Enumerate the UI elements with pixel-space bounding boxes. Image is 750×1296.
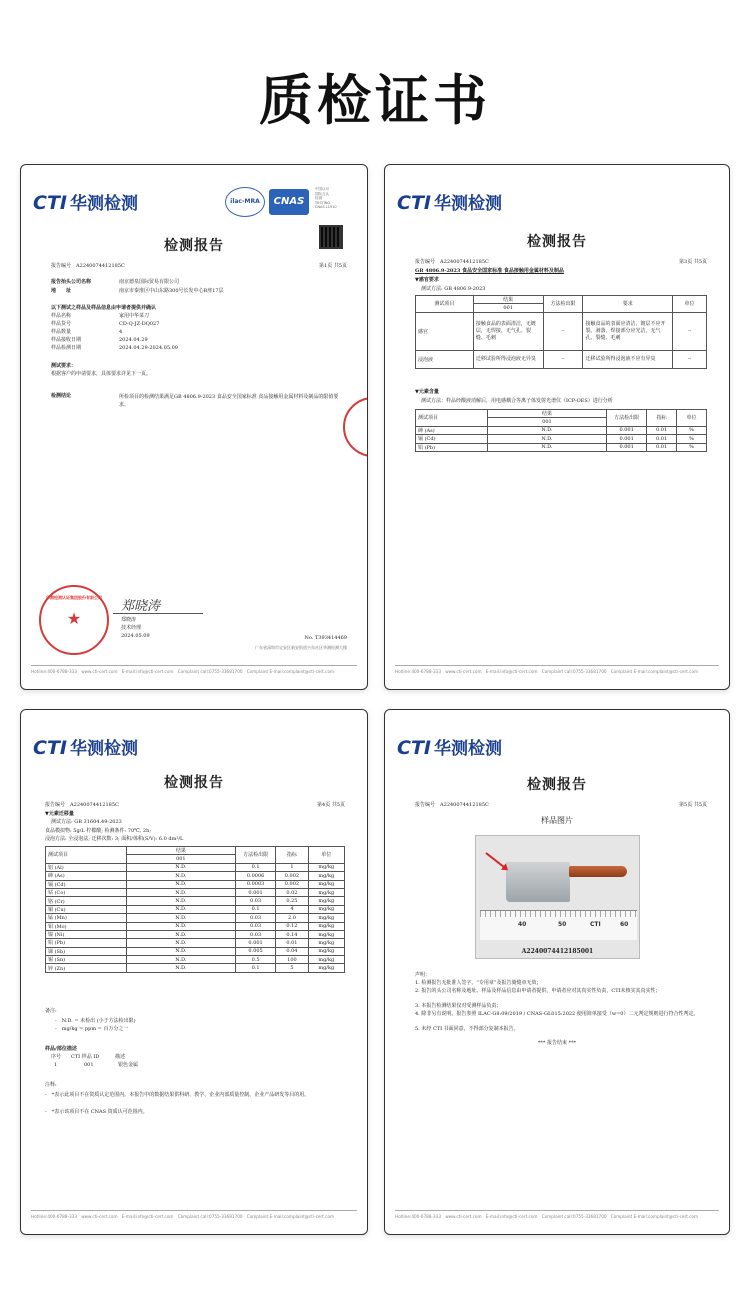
page-indicator: 第3页 共5页 [679, 259, 707, 265]
page-title: 质检证书 [259, 69, 491, 132]
part-table-header: 序号 CTI 样品 ID 描述 [51, 1054, 126, 1060]
table-row: 钼 (Mo) N.D. 0.03 0.12 mg/kg [46, 922, 345, 930]
statement-item: 2. 报告的头公司名称及地址、样品及样品信息由申请者提供，申请者应对其真实性负责，CTI未核实其真实性； [415, 988, 661, 994]
table-row: 铅 (Pb) N.D. 0.001 0.01 mg/kg [46, 939, 345, 947]
remark: - *表示此项目不在资质认定范围内。本报告中的数据结果供科研、教学、企业内部质量控制、企业产品研发等目的用。 [45, 1092, 310, 1098]
remark-label: 注释: [45, 1082, 57, 1088]
table-row: 铜 (Cu) N.D. 0.1 4 mg/kg [46, 905, 345, 913]
signer-name: 郑晓涛 [121, 617, 137, 623]
certificate-page-5[interactable] [384, 709, 730, 1235]
table-row: 砷 (As) N.D. 0.001 0.01 % [416, 426, 707, 434]
certificate-page-4[interactable] [20, 709, 368, 1235]
statement-item: 1. 检测报告无批准人签字、“专用章”及报告骑缝章无效； [415, 980, 542, 986]
company-address: 广东省深圳市宝安区新安街道兴东社区华测检测大楼 [255, 645, 347, 650]
report-title: 检测报告 [527, 234, 587, 250]
knife-blade-icon [506, 862, 570, 902]
cti-logo: CTI 华测检测 [397, 737, 502, 759]
photo-caption: A2240074412185001 [521, 948, 594, 955]
table-row: 镉 (Cd) N.D. 0.0003 0.002 mg/kg [46, 880, 345, 888]
client-row: 报告抬头公司名称 南京德泉国际贸易有限公司 [51, 279, 180, 285]
signature: 郑晓涛 [121, 599, 161, 614]
photo-title: 样品图片 [541, 816, 573, 825]
page-indicator: 第4页 共5页 [317, 802, 345, 808]
ilac-mra-logo: ilac-MRA [225, 187, 265, 217]
table-row: 感官 接触食品的表面清洁，无镀层，无焊接，无气孔、裂缝、毛刺 -- 接触食品的表面应清洁，镀层不应开裂、剥落，焊接部分应光洁，无气孔、裂缝、毛刺 -- [416, 312, 707, 350]
cti-logo-cn: 华测检测 [69, 194, 138, 214]
certificate-page-1[interactable] [20, 164, 368, 690]
sample-photo [475, 835, 640, 959]
sample-row: 样品数量 4 [51, 329, 123, 335]
report-number: 报告编号 A2240074412185C [415, 802, 489, 808]
cti-logo: CTI 华测检测 [397, 192, 502, 214]
cti-logo: CTI 华测检测 [33, 737, 138, 759]
remark: - *表示该项目不在 CNAS 资质认可范围内。 [45, 1109, 148, 1115]
report-title: 检测报告 [164, 238, 224, 254]
report-footer: Hotline:400-6788-333 www.cti-cert.com E-mail:info@cti-cert.com Complaint call:0755-33681700 Complaint E-mail:complaint@cti-cert.com [395, 665, 719, 675]
table-row: 铬 (Cr) N.D. 0.03 0.25 mg/kg [46, 897, 345, 905]
statement-item: 4. 除非另有说明，报告参照 ILAC-G8:09/2019 / CNAS-GL015:2022 使用简单接受（w=0）二元判定规则进行符合性判定。 [415, 1011, 699, 1017]
cti-logo-text: CTI [33, 192, 67, 214]
statement-item: 5. 未经 CTI 书面同意，不得部分复制本报告。 [415, 1026, 519, 1032]
table-row: 镍 (Ni) N.D. 0.03 0.14 mg/kg [46, 930, 345, 938]
section-method: 测试方法: GB 4806.9-2023 [421, 286, 486, 292]
note: - N.D. = 未检出 (小于方法检出限) [55, 1018, 136, 1024]
signer-title: 技术经理 [121, 625, 142, 631]
knife-handle-icon [569, 866, 627, 877]
section-migration: ▼元素迁移量 [45, 811, 74, 817]
table-row: 镉 (Cd) N.D. 0.001 0.01 % [416, 435, 707, 443]
standard-line: GB 4806.9-2023 食品安全国家标准 食品接触用金属材料及制品 [415, 268, 564, 274]
table-row: 钴 (Co) N.D. 0.001 0.02 mg/kg [46, 888, 345, 896]
report-title: 检测报告 [527, 777, 587, 793]
table-row: 锰 (Mn) N.D. 0.03 2.0 mg/kg [46, 914, 345, 922]
cnas-note: 中国认可 国际互认 检测 TESTING CNAS L1910 [315, 187, 337, 210]
elements-table: 测试项目 结果 方法检出限 指标 单位 001 砷 (As) N.D. 0.001 0.01 % 镉 (Cd) N.D. 0.001 0.01 % 铅 (Pb) N.D. 0.001 0.01 % [415, 409, 707, 452]
page-indicator: 第5页 共5页 [679, 802, 707, 808]
part-description-head: 样品/部位描述 [45, 1046, 77, 1052]
note: - mg/kg = ppm = 百万分之一 [55, 1026, 129, 1032]
table-row: 锡 (Sn) N.D. 0.5 100 mg/kg [46, 956, 345, 964]
company-seal-icon: 华测检测认证集团股份有限公司 ★ [39, 585, 109, 655]
sample-row: 样品接收日期 2024.04.29 [51, 337, 148, 343]
sample-row: 样品货号 CD-Q-JZ-DQ027 [51, 321, 160, 327]
table-row: 锑 (Sb) N.D. 0.005 0.04 mg/kg [46, 947, 345, 955]
report-number: 报告编号 A2240074412185C [415, 259, 489, 265]
conclusion-value: 所检项目的检测结果满足GB 4806.9-2023 食品安全国家标准 食品接触用金属材料及制品的限值要求。 [119, 394, 339, 408]
request-value: 根据客户的申请要求，具体要求详见下一页。 [51, 371, 152, 377]
address-row: 地 址 南京市秦淮区中山东路300号长发中心B座17层 [51, 288, 224, 294]
accreditation-logos [225, 187, 345, 217]
serial-number: No. T393414469 [304, 635, 347, 641]
part-table-row: 1 001 银色金属 [54, 1062, 139, 1068]
test-condition: 食品模拟物: 5g/L 柠檬酸; 检测条件: 70℃, 2h; [45, 828, 152, 834]
pointer-arrow-icon [485, 852, 507, 870]
report-number: 报告编号 A2240074412185C [51, 263, 125, 269]
table-row: 铅 (Pb) N.D. 0.001 0.01 % [416, 443, 707, 451]
report-title: 检测报告 [164, 775, 224, 791]
section-method: 测试方法: GB 31604.49-2023 [51, 819, 122, 825]
request-label: 测试要求： [51, 363, 77, 369]
cnas-logo: CNAS [269, 189, 309, 215]
section-method: 测试方法：样品经酸液消解后，用电感耦合等离子体发射光谱仪（ICP-OES）进行分析 [421, 398, 613, 404]
table-row: 锌 (Zn) N.D. 0.1 5 mg/kg [46, 964, 345, 972]
sample-intro: 以下测试之样品及样品信息由申请者提供并确认 [51, 305, 157, 311]
table-row: 浸泡液 迁移试验所得浸泡液无异臭 -- 迁移试验所得浸泡液不应有异臭 -- [416, 350, 707, 368]
sensory-table: 测试项目 结果 方法检出限 要求 单位 001 感官 接触食品的表面清洁，无镀层，无焊接，无气孔、裂缝、毛刺 -- 接触食品的表面应清洁，镀层不应开裂、剥落，焊接部分应光洁，无气孔、裂缝、毛刺 -- 浸泡液 迁移试验所得浸泡液无异臭 -- 迁移试验所得浸泡液不应有异臭 -- [415, 295, 707, 369]
report-footer: Hotline:400-6788-333 www.cti-cert.com E-mail:info@cti-cert.com Complaint call:0755-33681700 Complaint E-mail:complaint@cti-cert.com [395, 1210, 719, 1220]
section-sensory: ▼感官要求 [415, 277, 439, 283]
notes-label: 备注: [45, 1008, 57, 1014]
sample-row: 样品检测日期 2024.04.29-2024.05.09 [51, 345, 178, 351]
page-seal-edge-icon [343, 397, 368, 457]
sign-date: 2024.05.09 [121, 633, 150, 639]
report-footer: Hotline:400-6788-333 www.cti-cert.com E-mail:info@cti-cert.com Complaint call:0755-33681700 Complaint E-mail:complaint@cti-cert.com [31, 665, 357, 675]
certificate-page-3[interactable] [384, 164, 730, 690]
report-number: 报告编号 A2240074412185C [45, 802, 119, 808]
ruler-icon: 40 50 CTI 60 [480, 910, 637, 940]
section-elements: ▼元素含量 [415, 389, 439, 395]
report-end: *** 报告结束 *** [537, 1040, 577, 1046]
report-footer: Hotline:400-6788-333 www.cti-cert.com E-mail:info@cti-cert.com Complaint call:0755-33681700 Complaint E-mail:complaint@cti-cert.com [31, 1210, 357, 1220]
table-row: 铝 (Al) N.D. 0.1 1 mg/kg [46, 863, 345, 871]
statement-label: 声明： [415, 972, 431, 978]
conclusion-label: 检测结论 [51, 393, 72, 399]
page-indicator: 第1页 共5页 [319, 263, 347, 269]
cti-logo [33, 189, 138, 214]
migration-table: 测试项目 结果 方法检出限 指标 单位 001 铝 (Al) N.D. 0.1 1 mg/kg 砷 (As) N.D. 0.0006 0.002 mg/kg 镉 (Cd) N.D. 0.0003 0.002 mg/kg 钴 (Co) N.D. 0.001 0.02 mg/kg 铬 (Cr) N.D. 0.03 0.25 mg/kg 铜 (Cu) N.D. 0.1 4 mg/kg 锰 (Mn) N.D. 0.03 2.0 mg/kg 钼 (Mo) N.D. 0.03 0.12 mg/kg 镍 (Ni) N.D. 0.03 0.14 mg/kg 铅 (Pb) N.D. 0.001 0.01 mg/kg 锑 (Sb) N.D. 0.005 0.04 mg/kg 锡 (Sn) N.D. 0.5 100 mg/kg 锌 (Zn) N.D. 0.1 5 mg/kg [45, 846, 345, 973]
test-condition: 浸泡方法: 全浸泡法; 迁移次数: 3; 面积/体积(S/V): 6.0 dm²/L [45, 836, 184, 842]
statement-item: 3. 本报告检测结果仅对受测样品负责； [415, 1003, 502, 1009]
table-row: 砷 (As) N.D. 0.0006 0.002 mg/kg [46, 872, 345, 880]
sample-row: 样品名称 家用中华菜刀 [51, 313, 150, 319]
